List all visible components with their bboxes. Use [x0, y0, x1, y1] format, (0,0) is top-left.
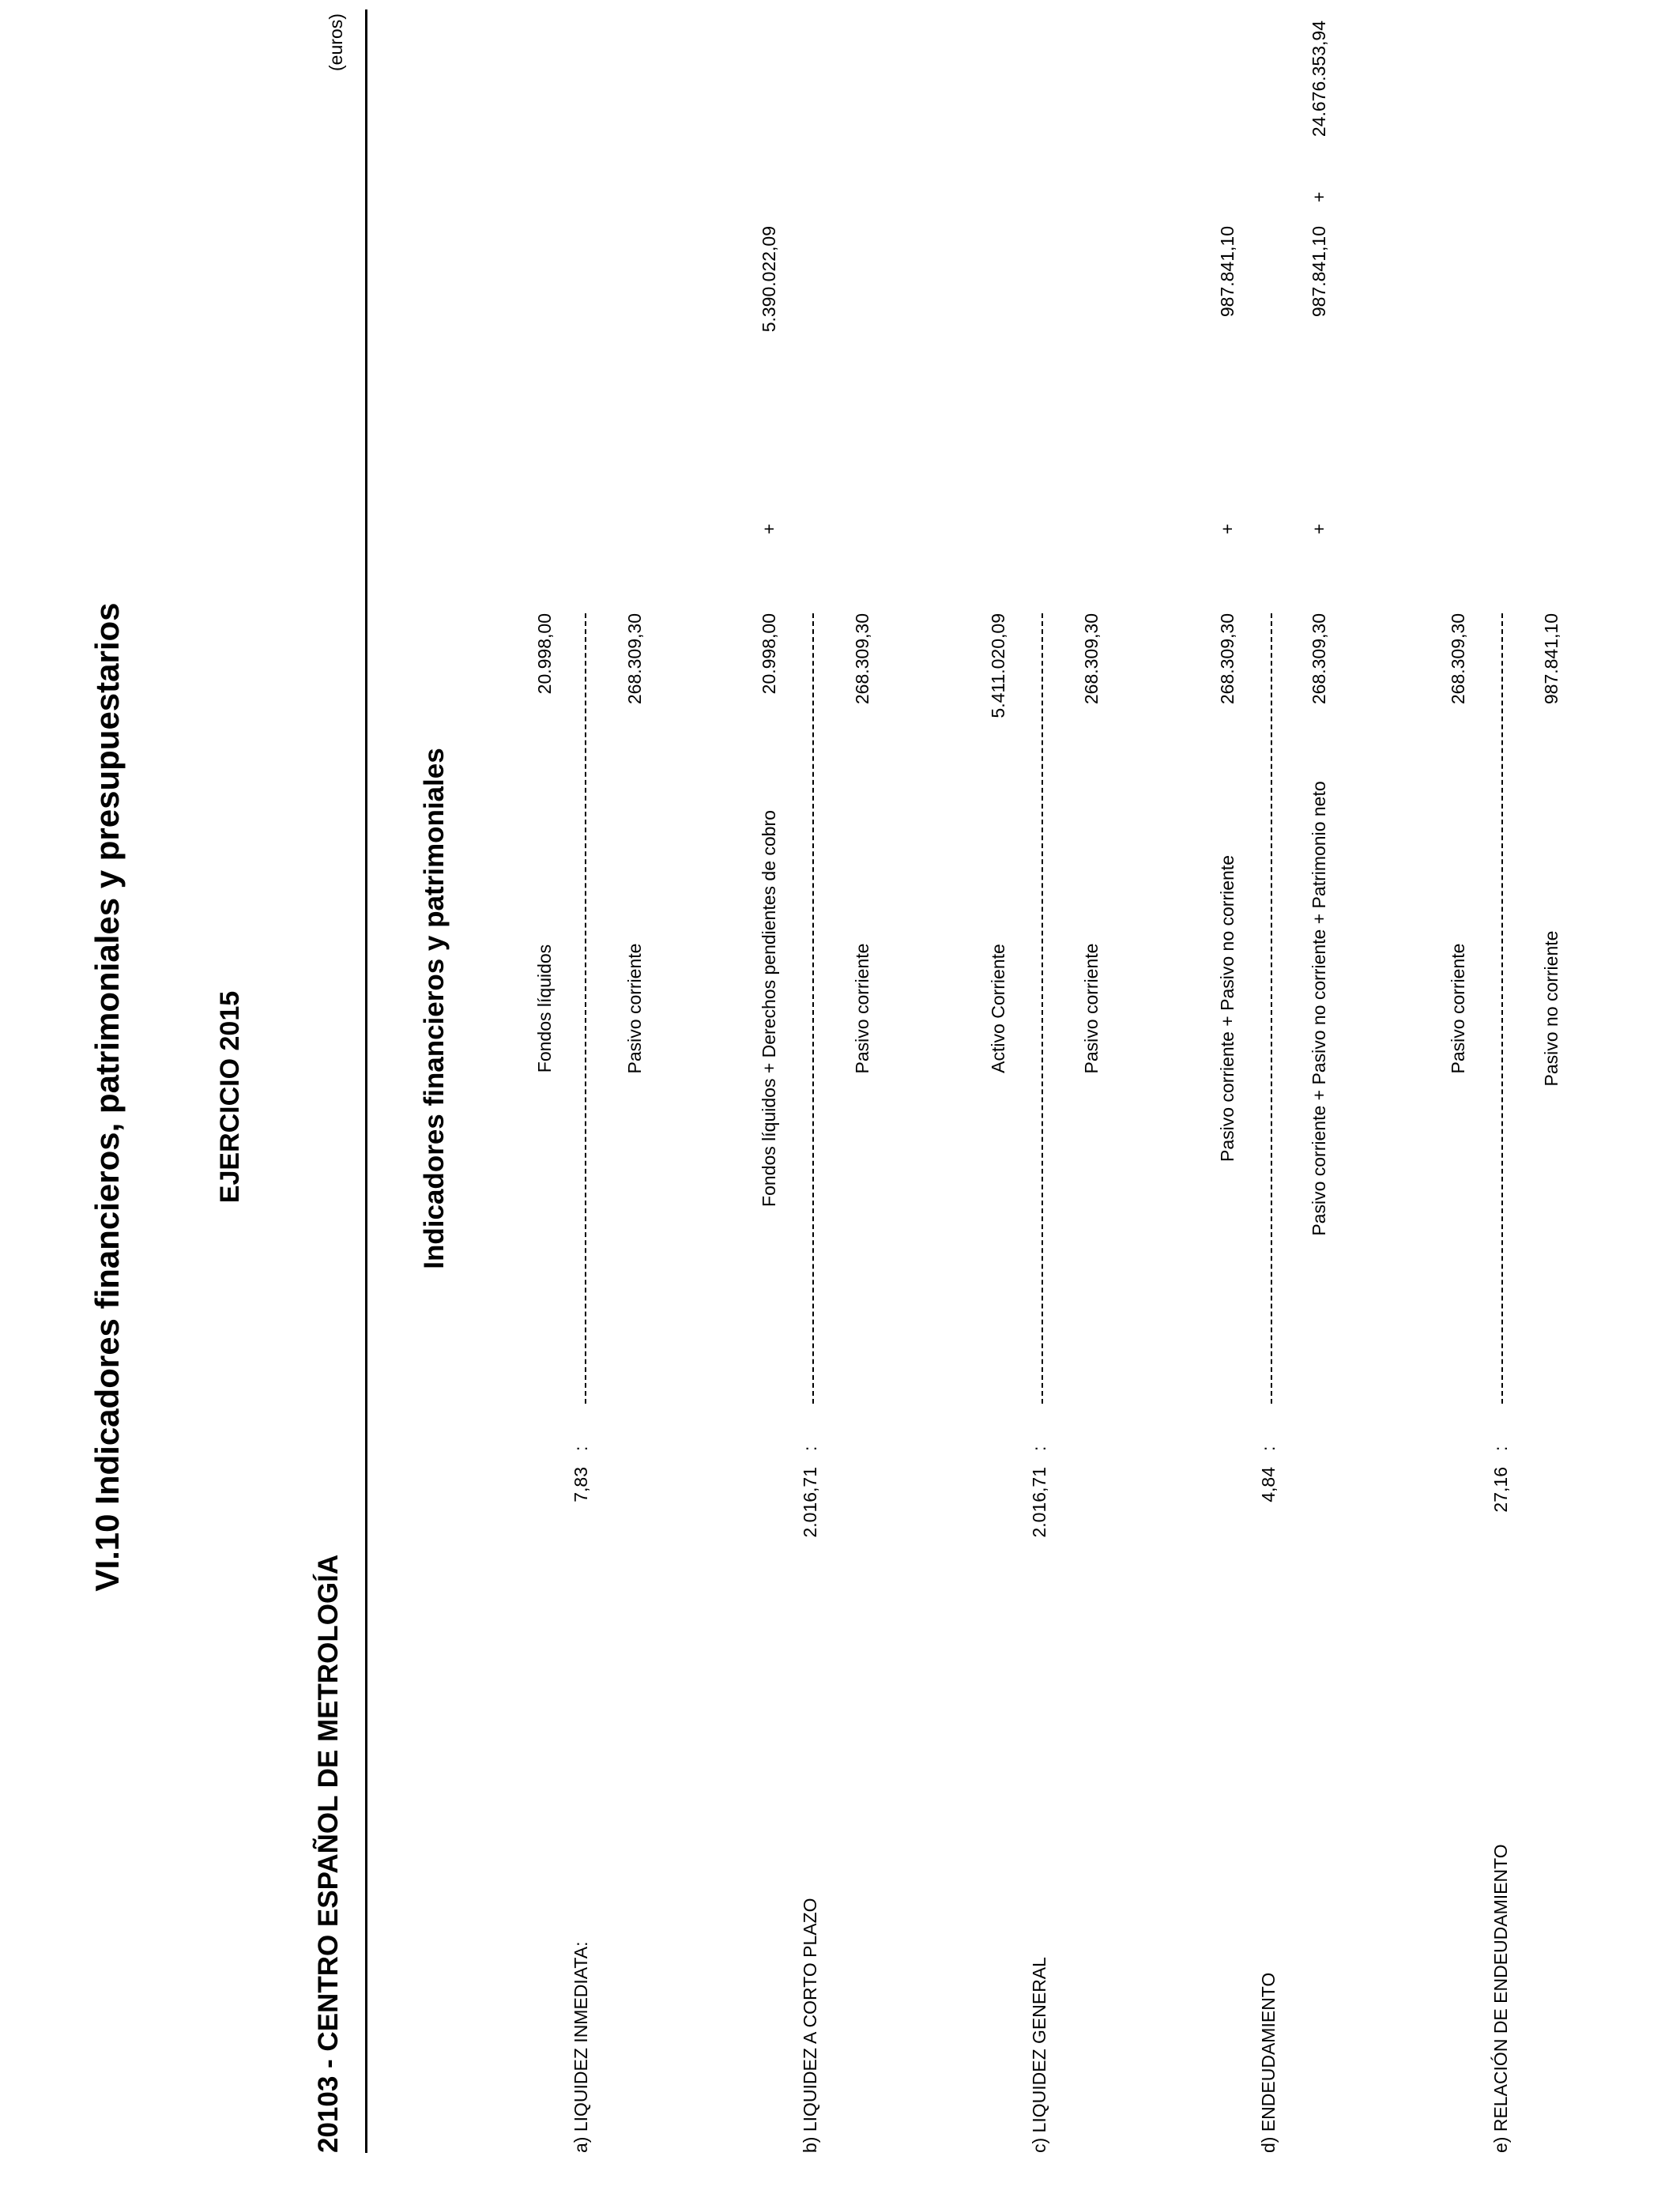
indicator-value: 27,16 [1490, 1467, 1511, 1513]
numerator-label: Fondos líquidos [534, 944, 555, 1073]
denominator-label: Pasivo corriente + Pasivo no corriente + Patrimonio neto [1309, 781, 1329, 1236]
numerator-value: 20.998,00 [759, 613, 779, 695]
denominator-value: 268.309,30 [624, 613, 645, 705]
indicator-colon: : [1490, 1446, 1511, 1451]
denominator-value: 987.841,10 [1541, 613, 1561, 705]
numerator-label: Pasivo corriente + Pasivo no corriente [1217, 855, 1237, 1163]
indicator-colon: : [571, 1446, 591, 1451]
denominator-label: Pasivo corriente [852, 943, 872, 1074]
indicator-colon: : [800, 1446, 820, 1451]
numerator-label: Pasivo corriente [1448, 943, 1468, 1074]
denominator-value: 268.309,30 [1309, 613, 1329, 705]
fraction-line [1042, 613, 1043, 1404]
plus-operator: + [759, 523, 779, 534]
indicator-value: 2.016,71 [800, 1467, 820, 1538]
fraction-line [1501, 613, 1503, 1404]
indicator-value: 2.016,71 [1029, 1467, 1049, 1538]
indicator-colon: : [1029, 1446, 1049, 1451]
denominator-label: Pasivo no corriente [1541, 930, 1561, 1087]
indicator-colon: : [1258, 1446, 1279, 1451]
section-title: Indicadores financieros y patrimoniales [419, 748, 450, 1269]
denominator-label: Pasivo corriente [624, 943, 645, 1074]
indicator-label: a) LIQUIDEZ INMEDIATA: [571, 1941, 591, 2153]
indicator-value: 7,83 [571, 1467, 591, 1502]
indicator-label: b) LIQUIDEZ A CORTO PLAZO [800, 1898, 820, 2153]
fraction-line [1271, 613, 1272, 1404]
numerator-value: 5.390.022,09 [759, 226, 779, 333]
currency-note: (euros) [326, 13, 346, 71]
denominator-value: 268.309,30 [852, 613, 872, 705]
denominator-value: 268.309,30 [1081, 613, 1102, 705]
entity-name: 20103 - CENTRO ESPAÑOL DE METROLOGÍA [313, 1554, 344, 2153]
plus-operator: + [1217, 523, 1237, 534]
exercise-year: EJERCICIO 2015 [215, 990, 245, 1204]
indicator-label: d) ENDEUDAMIENTO [1258, 1972, 1279, 2153]
report-title: VI.10 Indicadores financieros, patrimoniales y presupuestarios [89, 602, 126, 1592]
header-rule [365, 9, 367, 2153]
fraction-line [585, 613, 586, 1404]
numerator-value: 987.841,10 [1217, 226, 1237, 318]
denominator-value: 987.841,10 [1309, 226, 1329, 318]
denominator-label: Pasivo corriente [1081, 943, 1102, 1074]
plus-operator: + [1309, 191, 1329, 202]
numerator-value: 5.411.020,09 [988, 613, 1008, 718]
denominator-value: 24.676.353,94 [1309, 21, 1329, 138]
numerator-value: 268.309,30 [1448, 613, 1468, 705]
numerator-label: Activo Corriente [988, 944, 1008, 1073]
numerator-label: Fondos líquidos + Derechos pendientes de cobro [759, 810, 779, 1207]
fraction-line [812, 613, 814, 1404]
numerator-value: 268.309,30 [1217, 613, 1237, 705]
numerator-value: 20.998,00 [534, 613, 555, 695]
indicator-label: c) LIQUIDEZ GENERAL [1029, 1957, 1049, 2153]
indicator-value: 4,84 [1258, 1467, 1279, 1502]
indicator-label: e) RELACIÓN DE ENDEUDAMIENTO [1490, 1844, 1511, 2153]
plus-operator: + [1309, 523, 1329, 534]
